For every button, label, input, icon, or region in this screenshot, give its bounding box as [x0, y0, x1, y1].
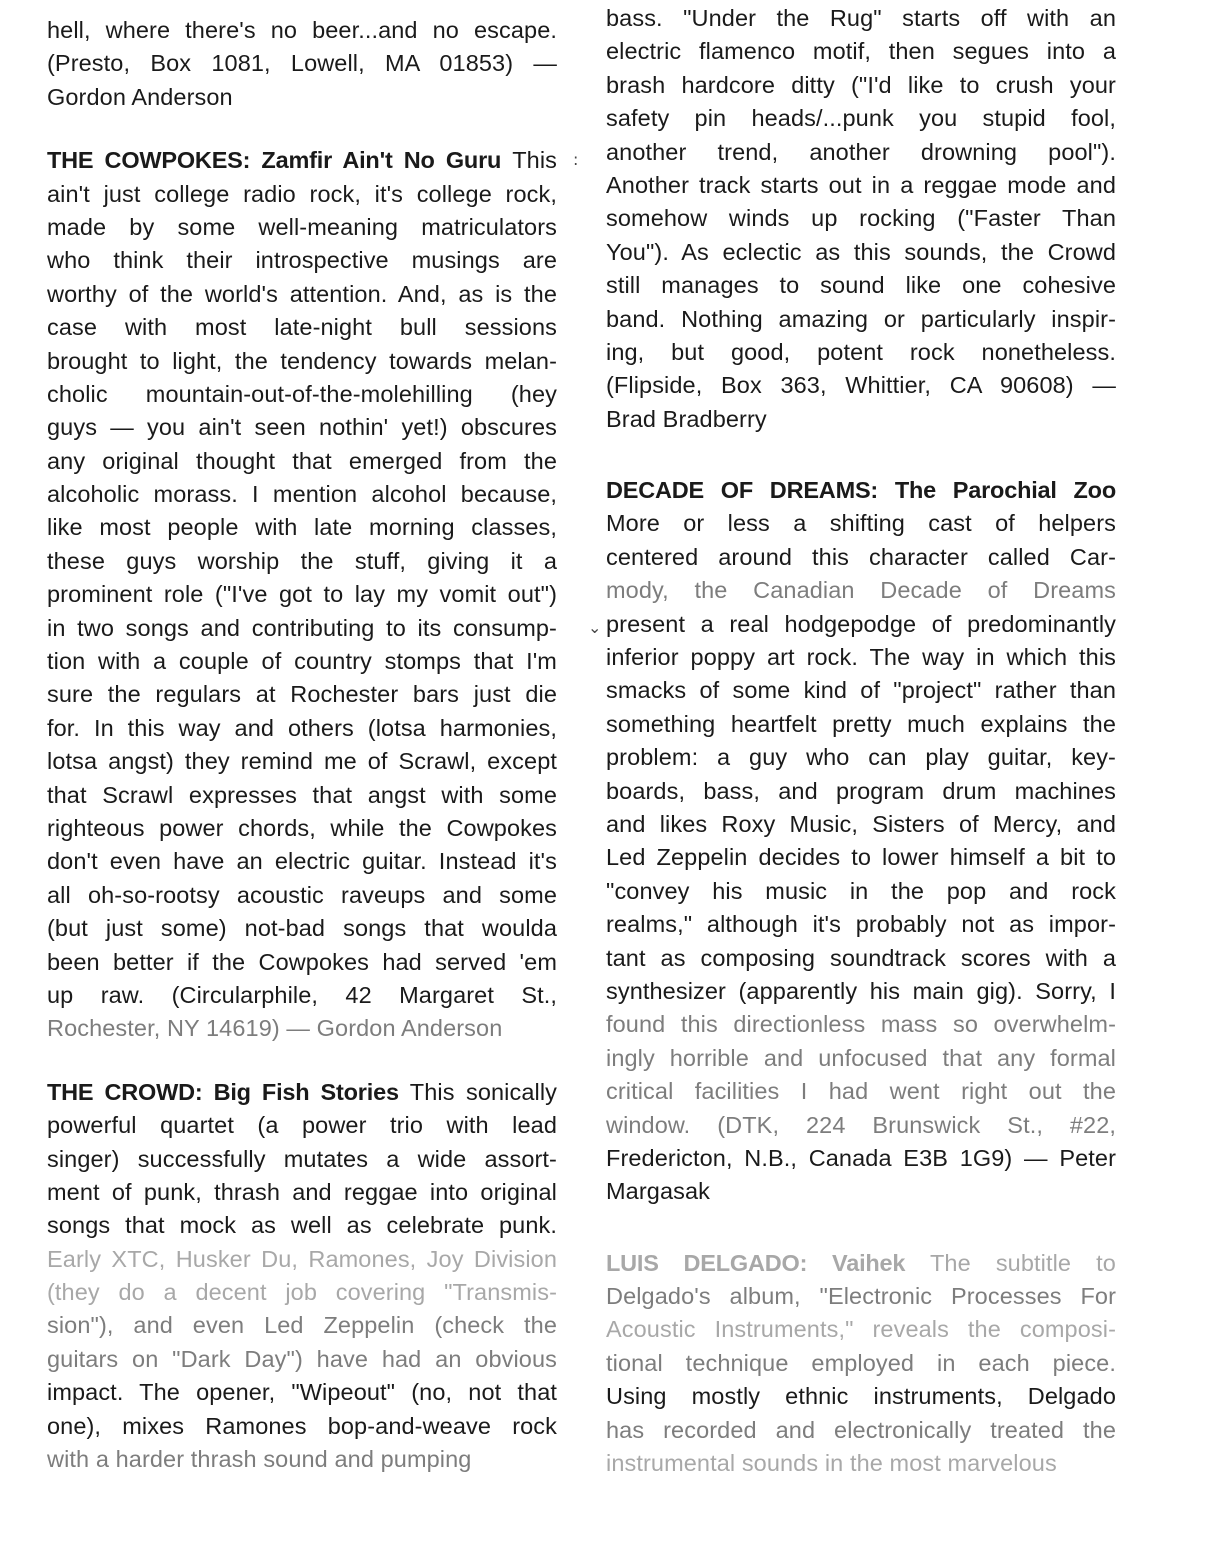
margin-colon-mark: :: [573, 150, 579, 169]
text-line: instrumental sounds in the most marvelous: [606, 1450, 1057, 1477]
text-line: bass. "Under the Rug" starts off with an: [606, 5, 1116, 31]
right-text-column: [606, 2, 1116, 1480]
text-line: problem: a guy who can play guitar, key-: [606, 744, 1116, 771]
text-line: made by some well-meaning matriculators: [47, 213, 557, 240]
text-line: safety pin heads/...punk you stupid fool,: [606, 105, 1116, 132]
text-line: (Flipside, Box 363, Whittier, CA 90608) —: [606, 372, 1116, 399]
paragraph-gap: [606, 1209, 1116, 1247]
text-line: inferior poppy art rock. The way in which this: [606, 644, 1116, 671]
text-line: (but just some) not-bad songs that woulda: [47, 915, 557, 942]
text-line: Using mostly ethnic instruments, Delgado: [606, 1383, 1116, 1410]
text-line: one), mixes Ramones bop-and-weave rock: [47, 1412, 557, 1439]
text-line: brought to light, the tendency towards melan-: [47, 347, 557, 374]
text-line: with a harder thrash sound and pumping: [47, 1446, 472, 1473]
text-line: ingly horrible and unfocused that any formal: [606, 1044, 1116, 1071]
text-line: for. In this way and others (lotsa harmonies,: [47, 714, 557, 741]
text-line: guitars on "Dark Day") have had an obvious: [47, 1345, 557, 1372]
text-line: Rochester, NY 14619) — Gordon Anderson: [47, 1015, 503, 1042]
margin-arrow-mark: ⌄: [588, 618, 602, 637]
paragraph-gap: [47, 114, 557, 144]
review-heading-line: [47, 144, 557, 177]
review-heading-line: [606, 1247, 1116, 1280]
text-line: tant as composing soundtrack scores with a: [606, 944, 1116, 971]
text-line: who think their introspective musings are: [47, 247, 557, 274]
text-line: like most people with late morning classes,: [47, 514, 557, 541]
paragraph-gap: [47, 1046, 557, 1076]
text-line: Led Zeppelin decides to lower himself a bit to: [606, 844, 1116, 871]
text-line: Fredericton, N.B., Canada E3B 1G9) — Peter: [606, 1144, 1116, 1171]
text-line: ain't just college radio rock, it's college rock,: [47, 180, 557, 207]
text-line: found this directionless mass so overwhelm-: [606, 1011, 1116, 1038]
text-line: present a real hodgepodge of predominantly: [606, 610, 1116, 637]
text-line: hell, where there's no beer...and no escape.: [47, 17, 557, 43]
text-line: has recorded and electronically treated the: [606, 1416, 1116, 1443]
text-line: Margasak: [606, 1178, 710, 1205]
review-heading: THE COWPOKES: Zamfir Ain't No Guru: [47, 147, 502, 174]
text-line: You"). As eclectic as this sounds, the Crowd: [606, 238, 1116, 265]
text-line: cholic mountain-out-of-the-molehilling (hey: [47, 380, 557, 407]
text-line: somehow winds up rocking ("Faster Than: [606, 205, 1116, 232]
text-line: Delgado's album, "Electronic Processes For: [606, 1283, 1116, 1310]
left-text-column: [47, 14, 557, 1476]
text-line: case with most late-night bull sessions: [47, 314, 557, 341]
review-lead-text: The subtitle to: [905, 1249, 1116, 1276]
text-line: Another track starts out in a reggae mode and: [606, 171, 1116, 198]
text-line: (they do a decent job covering "Transmis-: [47, 1279, 557, 1306]
text-line: Brad Bradberry: [606, 405, 767, 432]
text-line: another trend, another drowning pool").: [606, 138, 1116, 165]
text-line: "convey his music in the pop and rock: [606, 877, 1116, 904]
text-line: Gordon Anderson: [47, 83, 233, 110]
text-line: More or less a shifting cast of helpers: [606, 510, 1116, 537]
text-line: that Scrawl expresses that angst with some: [47, 781, 557, 808]
text-line: righteous power chords, while the Cowpokes: [47, 814, 557, 841]
text-line: impact. The opener, "Wipeout" (no, not that: [47, 1379, 557, 1406]
review-heading-line: [606, 474, 1116, 507]
text-line: these guys worship the stuff, giving it a: [47, 547, 557, 574]
review-heading: THE CROWD: Big Fish Stories: [47, 1078, 399, 1105]
text-line: smacks of some kind of "project" rather than: [606, 677, 1116, 704]
text-line: songs that mock as well as celebrate punk.: [47, 1212, 557, 1239]
text-line: brash hardcore ditty ("I'd like to crush your: [606, 71, 1116, 98]
review-heading-line: [47, 1076, 557, 1109]
text-line: any original thought that emerged from the: [47, 447, 557, 474]
text-line: powerful quartet (a power trio with lead: [47, 1112, 557, 1139]
text-line: sure the regulars at Rochester bars just die: [47, 681, 557, 708]
text-line: realms," although it's probably not as impor-: [606, 911, 1116, 938]
review-heading: LUIS DELGADO: Vaihek: [606, 1249, 906, 1276]
text-line: something heartfelt pretty much explains the: [606, 710, 1116, 737]
text-line: ment of punk, thrash and reggae into original: [47, 1178, 557, 1205]
text-line: band. Nothing amazing or particularly inspir-: [606, 305, 1116, 332]
text-line: (Presto, Box 1081, Lowell, MA 01853) —: [47, 50, 557, 77]
text-line: all oh-so-rootsy acoustic raveups and some: [47, 881, 557, 908]
text-line: mody, the Canadian Decade of Dreams: [606, 577, 1116, 604]
text-line: tional technique employed in each piece.: [606, 1349, 1116, 1376]
text-line: tion with a couple of country stomps that I'm: [47, 648, 557, 675]
text-line: worthy of the world's attention. And, as is the: [47, 280, 557, 307]
review-lead-text: This sonically: [398, 1078, 557, 1105]
text-line: been better if the Cowpokes had served 'em: [47, 948, 557, 975]
text-line: singer) successfully mutates a wide assort-: [47, 1145, 557, 1172]
review-heading: DECADE OF DREAMS: The Parochial Zoo: [606, 477, 1116, 504]
text-line: Acoustic Instruments," reveals the composi-: [606, 1316, 1116, 1343]
text-line: alcoholic morass. I mention alcohol because,: [47, 481, 557, 508]
text-line: critical facilities I had went right out the: [606, 1078, 1116, 1105]
text-line: and likes Roxy Music, Sisters of Mercy, and: [606, 810, 1116, 837]
text-line: don't even have an electric guitar. Instead it's: [47, 848, 557, 875]
text-line: window. (DTK, 224 Brunswick St., #22,: [606, 1111, 1116, 1138]
text-line: guys — you ain't seen nothin' yet!) obscures: [47, 414, 557, 441]
paragraph-gap: [606, 436, 1116, 474]
text-line: ing, but good, potent rock nonetheless.: [606, 338, 1116, 365]
text-line: boards, bass, and program drum machines: [606, 777, 1116, 804]
text-line: in two songs and contributing to its consump-: [47, 614, 557, 641]
text-line: prominent role ("I've got to lay my vomit out"): [47, 581, 557, 608]
text-line: electric flamenco motif, then segues into a: [606, 38, 1116, 65]
review-lead-text: This: [501, 147, 557, 174]
text-line: Early XTC, Husker Du, Ramones, Joy Division: [47, 1245, 557, 1272]
text-line: still manages to sound like one cohesive: [606, 272, 1116, 299]
text-line: sion"), and even Led Zeppelin (check the: [47, 1312, 557, 1339]
text-line: up raw. (Circularphile, 42 Margaret St.,: [47, 981, 557, 1008]
text-line: synthesizer (apparently his main gig). Sorry, I: [606, 977, 1116, 1004]
text-line: centered around this character called Car-: [606, 543, 1116, 570]
text-line: lotsa angst) they remind me of Scrawl, except: [47, 748, 557, 775]
